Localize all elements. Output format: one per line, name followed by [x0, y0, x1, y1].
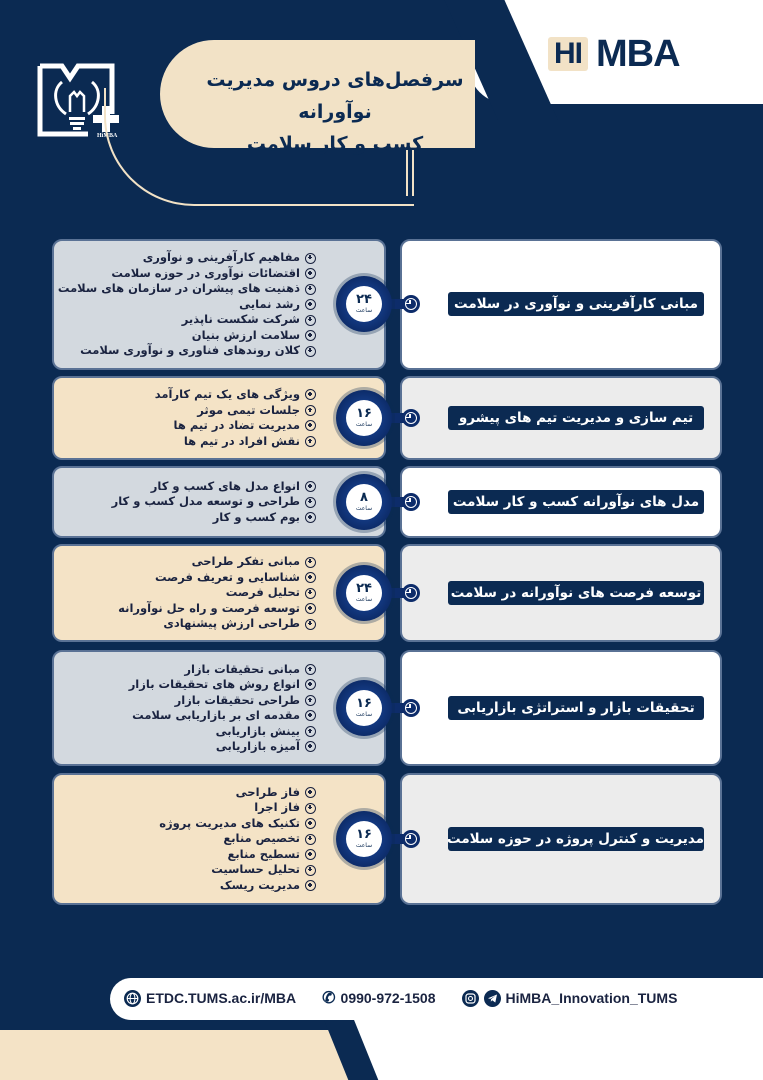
course-row — [52, 376, 722, 460]
plus-circle-icon — [305, 588, 316, 599]
plus-circle-icon — [305, 880, 316, 891]
topic-item: انواع روش های تحقیقات بازار — [129, 677, 316, 693]
plus-circle-icon — [305, 664, 316, 675]
plus-circle-icon — [305, 741, 316, 752]
footer-white-area — [340, 1012, 763, 1080]
plus-circle-icon — [305, 299, 316, 310]
topic-item: مبانی تحقیقات بازار — [129, 662, 316, 678]
plus-circle-icon — [305, 497, 316, 508]
topic-item: طراحی تحقیقات بازار — [129, 693, 316, 709]
plus-circle-icon — [305, 420, 316, 431]
topics-list — [155, 378, 316, 458]
plus-circle-icon — [305, 389, 316, 400]
topic-item: تخصیص منابع — [159, 831, 316, 847]
course-row — [52, 239, 722, 370]
website-link[interactable]: ETDC.TUMS.ac.ir/MBA — [124, 990, 296, 1007]
page-title — [170, 64, 500, 160]
telegram-icon — [484, 990, 501, 1007]
plus-circle-icon — [305, 834, 316, 845]
brand-mba: MBA — [596, 33, 680, 75]
contact-items — [124, 988, 677, 1008]
svg-text:HiMBA: HiMBA — [97, 133, 118, 138]
topics-list — [159, 775, 316, 903]
topic-item: تحلیل فرصت — [118, 585, 316, 601]
course-title: توسعه فرصت های نوآورانه در سلامت — [448, 581, 704, 605]
topic-item: شرکت شکست ناپذیر — [58, 312, 316, 328]
hours-badge: ۲۴ ساعت — [336, 276, 392, 332]
topic-item: تکنیک های مدیریت پروژه — [159, 816, 316, 832]
course-title: مبانی کارآفرینی و نوآوری در سلامت — [448, 292, 704, 316]
topics-list — [118, 546, 316, 640]
topic-item: رشد نمایی — [58, 297, 316, 313]
plus-circle-icon — [305, 284, 316, 295]
plus-circle-icon — [305, 849, 316, 860]
topic-item: بوم کسب و کار — [112, 510, 316, 526]
page-title-line1: سرفصل‌های دروس مدیریت نوآورانه — [206, 69, 464, 123]
phone-icon: ✆ — [322, 990, 336, 1007]
course-title: مدل های نوآورانه کسب و کار سلامت — [448, 490, 704, 514]
topic-item: طراحی و توسعه مدل کسب و کار — [112, 494, 316, 510]
topic-item: جلسات تیمی موثر — [155, 403, 316, 419]
globe-icon — [124, 990, 141, 1007]
topic-item: سلامت ارزش بنیان — [58, 328, 316, 344]
topics-list — [112, 468, 316, 536]
hours-badge: ۱۶ ساعت — [336, 811, 392, 867]
plus-circle-icon — [305, 268, 316, 279]
page-title-line2: کسب و کار سلامت — [246, 133, 424, 155]
brand-hi: HI — [548, 37, 588, 71]
topic-item: ذهنیت های پیشران در سازمان های سلامت — [58, 281, 316, 297]
course-row — [52, 544, 722, 642]
plus-circle-icon — [305, 512, 316, 523]
plus-circle-icon — [305, 315, 316, 326]
topic-item: نقش افراد در تیم ها — [155, 434, 316, 450]
plus-circle-icon — [305, 405, 316, 416]
course-title: تیم سازی و مدیریت تیم های پیشرو — [448, 406, 704, 430]
topics-list — [129, 652, 316, 764]
plus-circle-icon — [305, 346, 316, 357]
social-link[interactable]: HiMBA_Innovation_TUMS — [462, 990, 678, 1007]
plus-circle-icon — [305, 330, 316, 341]
topic-item: ویژگی های یک تیم کارآمد — [155, 387, 316, 403]
topics-list — [58, 241, 316, 368]
phone-link[interactable]: ✆ 0990-972-1508 — [322, 990, 436, 1007]
topic-item: کلان روندهای فناوری و نوآوری سلامت — [58, 343, 316, 359]
plus-circle-icon — [305, 710, 316, 721]
topic-item: فاز طراحی — [159, 785, 316, 801]
hours-badge: ۸ ساعت — [336, 474, 392, 530]
topic-item: فاز اجرا — [159, 800, 316, 816]
plus-circle-icon — [305, 253, 316, 264]
course-row — [52, 650, 722, 766]
topic-item: مبانی تفکر طراحی — [118, 554, 316, 570]
clock-icon — [402, 295, 420, 313]
topic-item: انواع مدل های کسب و کار — [112, 479, 316, 495]
course-title: تحقیقات بازار و استراتژی بازاریابی — [448, 696, 704, 720]
plus-circle-icon — [305, 726, 316, 737]
topic-item: اقتضائات نوآوری در حوزه سلامت — [58, 266, 316, 282]
clock-icon — [402, 830, 420, 848]
plus-circle-icon — [305, 803, 316, 814]
hours-badge: ۱۶ ساعت — [336, 680, 392, 736]
instagram-icon — [462, 990, 479, 1007]
topic-item: طراحی ارزش پیشنهادی — [118, 616, 316, 632]
plus-circle-icon — [305, 619, 316, 630]
course-row — [52, 773, 722, 905]
topic-item: شناسایی و تعریف فرصت — [118, 570, 316, 586]
topic-item: مدیریت تضاد در تیم ها — [155, 418, 316, 434]
clock-icon — [402, 409, 420, 427]
plus-circle-icon — [305, 557, 316, 568]
topic-item: مفاهیم کارآفرینی و نوآوری — [58, 250, 316, 266]
hours-badge: ۲۴ ساعت — [336, 565, 392, 621]
plus-circle-icon — [305, 679, 316, 690]
topic-item: مقدمه ای بر بازاریابی سلامت — [129, 708, 316, 724]
footer-beige-shape — [0, 1030, 360, 1080]
topic-item: آمیزه بازاریابی — [129, 739, 316, 755]
course-row — [52, 466, 722, 538]
plus-circle-icon — [305, 865, 316, 876]
plus-circle-icon — [305, 572, 316, 583]
clock-icon — [402, 584, 420, 602]
topic-item: مدیریت ریسک — [159, 878, 316, 894]
clock-icon — [402, 493, 420, 511]
topic-item: توسعه فرصت و راه حل نوآورانه — [118, 601, 316, 617]
plus-circle-icon — [305, 787, 316, 798]
plus-circle-icon — [305, 481, 316, 492]
plus-circle-icon — [305, 436, 316, 447]
topic-item: تسطیح منابع — [159, 847, 316, 863]
plus-circle-icon — [305, 603, 316, 614]
topic-item: تحلیل حساسیت — [159, 862, 316, 878]
plus-circle-icon — [305, 695, 316, 706]
clock-icon — [402, 699, 420, 717]
topic-item: بینش بازاریابی — [129, 724, 316, 740]
himba-wordmark — [548, 35, 680, 73]
plus-circle-icon — [305, 818, 316, 829]
hours-badge: ۱۶ ساعت — [336, 390, 392, 446]
course-title: مدیریت و کنترل پروژه در حوزه سلامت — [448, 827, 704, 851]
